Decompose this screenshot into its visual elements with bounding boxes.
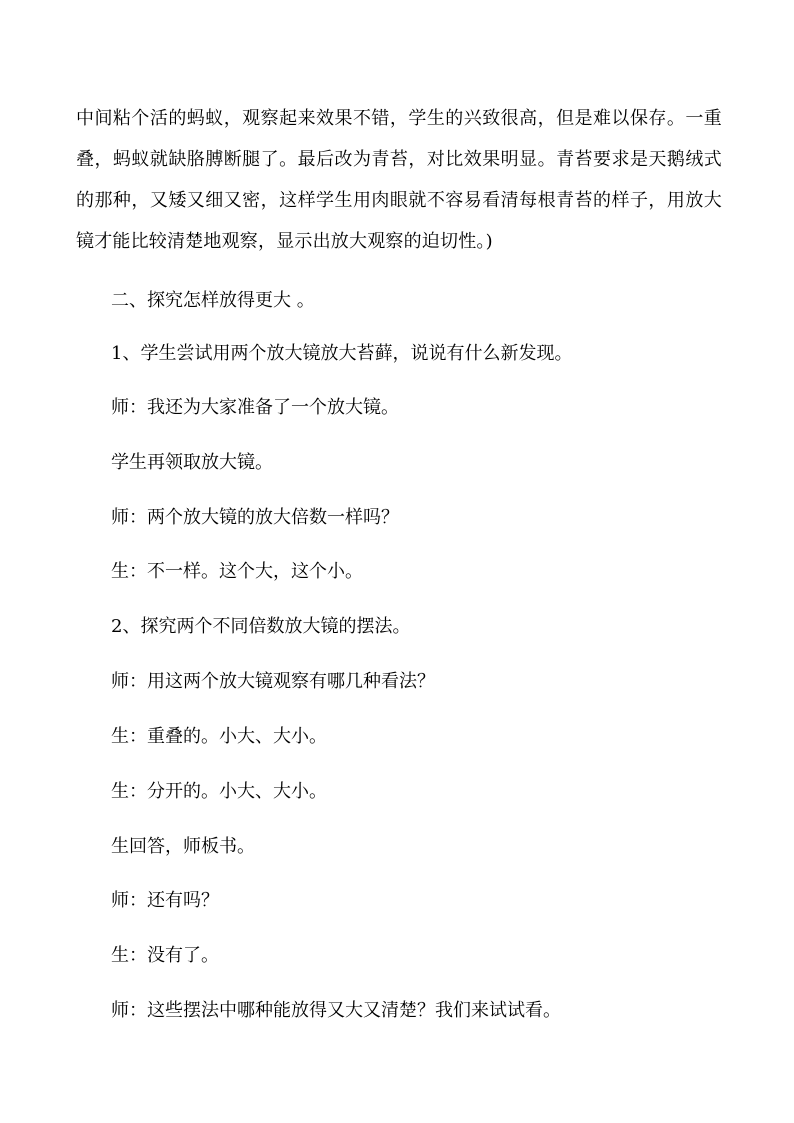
dialogue-line: 生：没有了。 (111, 945, 219, 966)
dialogue-line: 师：这些摆法中哪种能放得又大又清楚？我们来试试看。 (111, 1000, 561, 1021)
narration-line: 生回答，师板书。 (111, 836, 255, 857)
section-heading: 二、探究怎样放得更大 。 (111, 290, 315, 311)
dialogue-line: 师：还有吗？ (111, 890, 219, 911)
dialogue-line: 生：重叠的。小大、大小。 (111, 726, 327, 747)
dialogue-line: 生：分开的。小大、大小。 (111, 781, 327, 802)
intro-paragraph: 中间粘个活的蚂蚁，观察起来效果不错，学生的兴致很高，但是难以保存。一重叠，蚂蚁就缺胳膊断腿了。最后改为青苔，对比效果明显。青苔要求是天鹅绒式的那种，又矮又细又密，这样学生用肉眼就不容易看清每根青苔的样子，用放大镜才能比较清楚地观察，显示出放大观察的迫切性。) (76, 108, 722, 252)
dialogue-line: 生：不一样。这个大，这个小。 (111, 561, 363, 582)
dialogue-line: 师：两个放大镜的放大倍数一样吗？ (111, 507, 399, 528)
step-heading: 1、学生尝试用两个放大镜放大苔藓，说说有什么新发现。 (111, 343, 573, 364)
step-heading: 2、探究两个不同倍数放大镜的摆法。 (111, 616, 411, 637)
dialogue-line: 师：我还为大家准备了一个放大镜。 (111, 397, 399, 418)
narration-line: 学生再领取放大镜。 (111, 452, 273, 473)
dialogue-line: 师：用这两个放大镜观察有哪几种看法？ (111, 671, 435, 692)
